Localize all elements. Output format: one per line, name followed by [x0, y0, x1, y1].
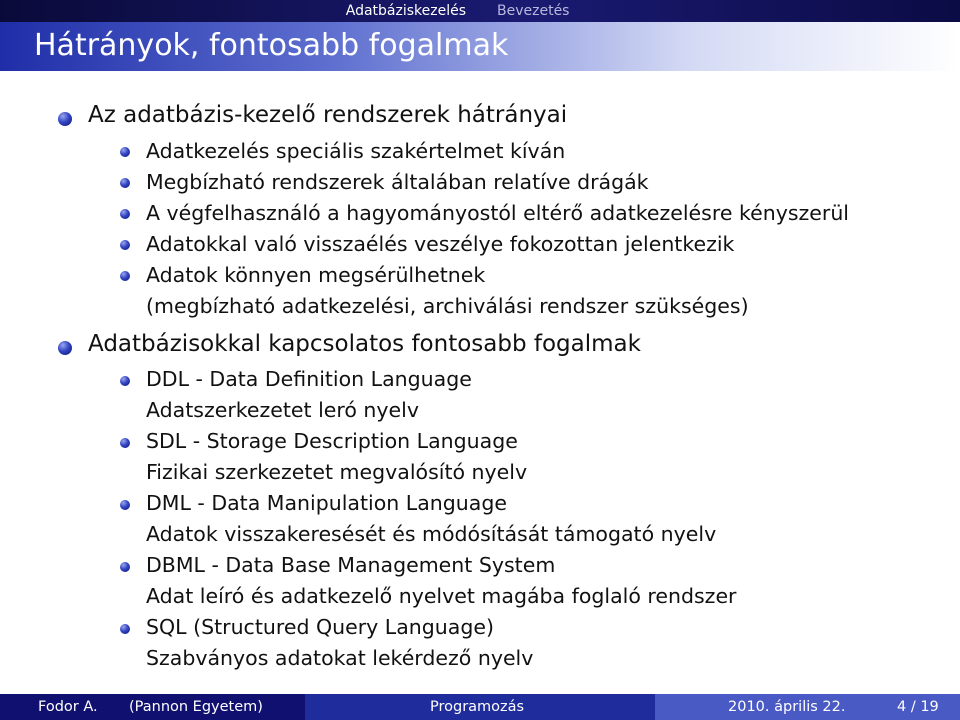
- nav-section-link[interactable]: Adatbáziskezelés: [345, 3, 466, 19]
- ball-bullet-icon: [58, 112, 72, 126]
- list-item: DDL - Data Definition Language: [146, 367, 472, 391]
- ball-bullet-icon: [58, 341, 72, 355]
- list-item-detail: Fizikai szerkezetet megvalósító nyelv: [146, 460, 528, 484]
- footer-course: Programozás: [430, 699, 525, 715]
- footer-page-number: 4 / 19: [897, 699, 939, 715]
- footer-bar: [0, 694, 960, 720]
- list-item: DBML - Data Base Management System: [146, 553, 556, 577]
- small-ball-bullet-icon: [120, 376, 130, 386]
- footer-author: Fodor A.: [38, 699, 98, 715]
- footer-institution: (Pannon Egyetem): [129, 699, 263, 715]
- nav-subsection-link[interactable]: Bevezetés: [497, 3, 570, 19]
- list-item-detail: Adatszerkezetet leró nyelv: [146, 398, 419, 422]
- list-item: Megbízható rendszerek általában relatíve drágák: [146, 170, 649, 194]
- list-item: SQL (Structured Query Language): [146, 615, 494, 639]
- list-item: Adatokkal való visszaélés veszélye fokozottan jelentkezik: [146, 232, 735, 256]
- small-ball-bullet-icon: [120, 624, 130, 634]
- small-ball-bullet-icon: [120, 209, 130, 219]
- list-item-detail: Adatok visszakeresését és módósítását támogató nyelv: [146, 522, 717, 546]
- footer-date: 2010. április 22.: [728, 699, 846, 715]
- list-item: Adatkezelés speciális szakértelmet kíván: [146, 139, 566, 163]
- small-ball-bullet-icon: [120, 240, 130, 250]
- list-item-detail: (megbízható adatkezelési, archiválási rendszer szükséges): [146, 294, 749, 318]
- small-ball-bullet-icon: [120, 271, 130, 281]
- slide-title: Hátrányok, fontosabb fogalmak: [34, 28, 509, 63]
- list-item: DML - Data Manipulation Language: [146, 491, 507, 515]
- small-ball-bullet-icon: [120, 147, 130, 157]
- list-item: SDL - Storage Description Language: [146, 429, 518, 453]
- section-heading: Az adatbázis-kezelő rendszerek hátrányai: [88, 102, 568, 128]
- section-heading: Adatbázisokkal kapcsolatos fontosabb fogalmak: [88, 331, 641, 357]
- small-ball-bullet-icon: [120, 500, 130, 510]
- list-item: A végfelhasználó a hagyományostól eltérő adatkezelésre kényszerül: [146, 201, 850, 225]
- list-item-detail: Szabványos adatokat lekérdező nyelv: [146, 646, 534, 670]
- footer-date-section: [655, 694, 960, 720]
- small-ball-bullet-icon: [120, 438, 130, 448]
- small-ball-bullet-icon: [120, 178, 130, 188]
- list-item-detail: Adat leíró és adatkezelő nyelvet magába foglaló rendszer: [146, 584, 737, 608]
- footer-author-section: [0, 694, 305, 720]
- list-item: Adatok könnyen megsérülhetnek: [146, 263, 486, 287]
- footer-course-section: [305, 694, 655, 720]
- small-ball-bullet-icon: [120, 562, 130, 572]
